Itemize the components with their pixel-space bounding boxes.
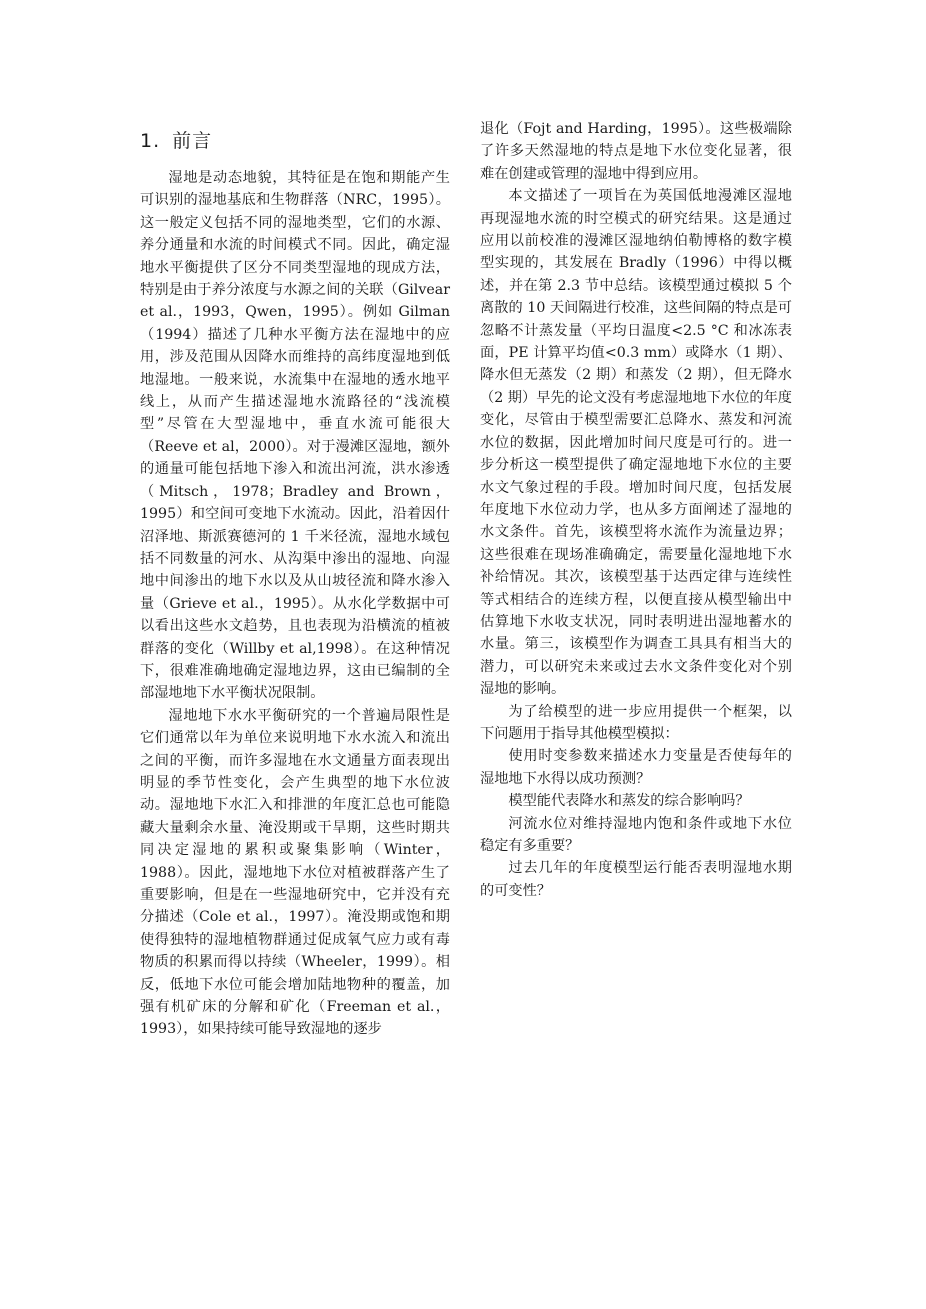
paragraph-intro-2: 湿地地下水水平衡研究的一个普遍局限性是它们通常以年为单位来说明地下水水流入和流出之间的平衡，而许多湿地在水文通量方面表现出明显的季节性变化，会产生典型的地下水位波动。湿地地下水汇入和排泄的年度汇总也可能隐藏大量剩余水量、淹没期或干旱期，这些时期共同决定湿地的累积或聚集影响（Winter，1988）。因此，湿地地下水位对植被群落产生了重要影响，但是在一些湿地研究中，它并没有充分描述（Cole et al.，1997）。淹没期或饱和期使得独特的湿地植物群通过促成氧气应力或有毒物质的积累而得以持续（Wheeler，1999）。相反，低地下水位可能会增加陆地物种的覆盖，加强有机矿床的分解和矿化（Freeman et al.，1993），如果持续可能导致湿地的逐步 <box>140 707 450 1038</box>
paragraph-intro-1: 湿地是动态地貌，其特征是在饱和期能产生可识别的湿地基底和生物群落（NRC，1995）。这一般定义包括不同的湿地类型，它们的水源、养分通量和水流的时间模式不同。因此，确定湿地水平衡提供了区分不同类型湿地的现成方法，特别是由于养分浓度与水源之间的关联（Gilvear et al.，1993，Qwen，1995）。例如 Gilman（1994）描述了几种水平衡方法在湿地中的应用，涉及范围从因降水而维持的高纬度湿地到低地湿地。一般来说，水流集中在湿地的透水地平线上，从而产生描述湿地水流路径的“浅流模型”尽管在大型湿地中，垂直水流可能很大（Reeve et al，2000）。对于漫滩区湿地，额外的通量可能包括地下渗入和流出河流，洪水渗透（Mitsch，1978；Bradley and Brown，1995）和空间可变地下水流动。因此，沿着因什沼泽地、斯派赛德河的 1 千米径流，湿地水域包括不同数量的河水、从沟渠中渗出的湿地、向湿地中间渗出的地下水以及从山坡径流和降水渗入量（Grieve et al.，1995）。从水化学数据中可以看出这些水文趋势，且也表现为沿横流的植被群落的变化（Willby et al,1998）。在这种情况下，很难准确地确定湿地边界，这由已编制的全部湿地地下水平衡状况限制。 <box>140 170 450 702</box>
section-title: 前言 <box>172 130 213 152</box>
section-number: 1. <box>140 130 161 152</box>
paragraph-framework: 为了给模型的进一步应用提供一个框架，以下问题用于指导其他模型模拟： <box>480 703 792 742</box>
question-3: 河流水位对维持湿地内饱和条件或地下水位稳定有多重要？ <box>480 815 792 854</box>
question-4: 过去几年的年度模型运行能否表明湿地水期的可变性？ <box>480 860 792 899</box>
right-column <box>480 118 792 902</box>
paragraph-continuation: 退化（Fojt and Harding，1995）。这些极端除了许多天然湿地的特点是地下水位变化显著，很难在创建或管理的湿地中得到应用。 <box>480 121 792 182</box>
question-2: 模型能代表降水和蒸发的综合影响吗？ <box>508 793 750 810</box>
question-1: 使用时变参数来描述水力变量是否使每年的湿地地下水得以成功预测？ <box>480 748 792 787</box>
section-heading <box>140 126 450 153</box>
left-column <box>140 118 450 1041</box>
paragraph-study-description: 本文描述了一项旨在为英国低地漫滩区湿地再现湿地水流的时空模式的研究结果。这是通过应用以前校准的漫滩区湿地纳伯勒博格的数字模型实现的，其发展在 Bradly（1996）中得以概述，并在第 2.3 节中总结。该模型通过模拟 5 个离散的 10 天间隔进行校准，这些间隔的特点是可忽略不计蒸发量（平均日温度<2.5 °C 和冰冻表面，PE 计算平均值<0.3 mm）或降水（1 期）、降水但无蒸发（2 期）和蒸发（2 期），但无降水（2 期）早先的论文没有考虑湿地地下水位的年度变化，尽管由于模型需要汇总降水、蒸发和河流水位的数据，因此增加时间尺度是可行的。进一步分析这一模型提供了确定湿地地下水位的主要水文气象过程的手段。增加时间尺度，包括发展年度地下水位动力学，也从多方面阐述了湿地的水文条件。首先，该模型将水流作为流量边界；这些很难在现场准确确定，需要量化湿地地下水补给情况。其次，该模型基于达西定律与连续性等式相结合的连续方程，以便直接从模型输出中估算地下水收支状况，同时表明进出湿地蓄水的水量。第三，该模型作为调查工具具有相当大的潜力，可以研究未来或过去水文条件变化对个别湿地的影响。 <box>480 188 792 698</box>
